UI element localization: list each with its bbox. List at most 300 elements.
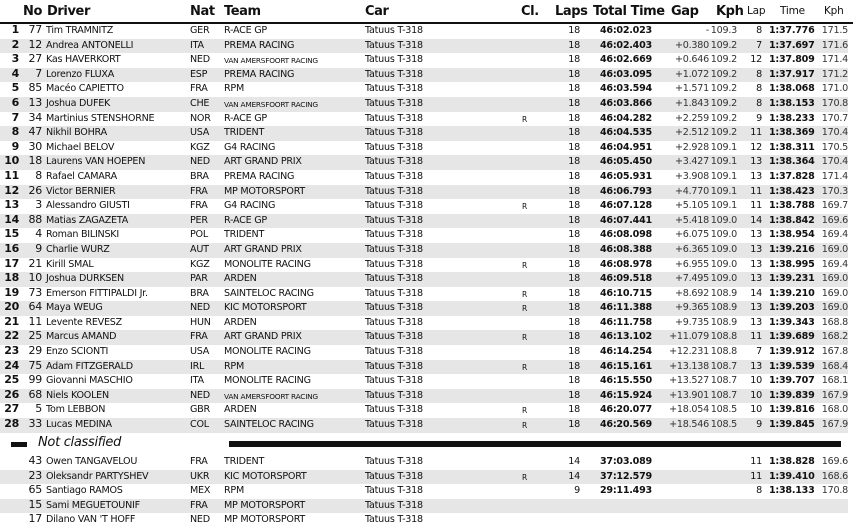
laps: 18 (568, 331, 580, 343)
best-lap-number: 14 (750, 287, 762, 299)
header-nat: Nat (190, 4, 215, 19)
total-time: 46:04.535 (600, 127, 652, 139)
nationality: ESP (190, 68, 208, 80)
table-row (0, 214, 848, 229)
header-driver: Driver (47, 4, 90, 19)
car-number: 75 (28, 358, 42, 372)
car-number: 85 (28, 81, 42, 95)
car-number: 47 (28, 125, 42, 139)
best-lap-number: 13 (750, 302, 762, 314)
team-name: MP MOTORSPORT (224, 514, 306, 526)
best-lap-number: 7 (756, 346, 762, 358)
nationality: KGZ (190, 141, 210, 153)
best-lap-kph: 168.2 (821, 331, 848, 343)
team-name: MP MOTORSPORT (224, 185, 306, 197)
car-number: 13 (28, 95, 42, 109)
nationality: NED (190, 156, 210, 168)
best-lap-number: 13 (750, 273, 762, 285)
team-name: ARDEN (224, 404, 257, 416)
driver-name: Andrea ANTONELLI (46, 39, 134, 51)
car-number: 43 (28, 454, 42, 467)
best-lap-time: 1:39.539 (769, 360, 815, 372)
laps: 18 (568, 54, 580, 66)
car-number: 21 (28, 256, 42, 270)
laps: 18 (568, 39, 580, 51)
table-row (0, 316, 848, 331)
not-classified-header (0, 434, 853, 454)
position: 1 (11, 23, 19, 36)
position: 27 (4, 402, 19, 416)
header-no: No (23, 4, 43, 19)
average-kph: 109.2 (710, 83, 737, 95)
total-time: 46:15.924 (600, 389, 652, 401)
total-time: 46:02.669 (600, 54, 652, 66)
table-row (0, 403, 848, 418)
nationality: GBR (190, 404, 210, 416)
driver-name: Lucas MEDINA (46, 419, 112, 431)
car-number: 17 (28, 512, 42, 526)
nationality: HUN (190, 316, 211, 328)
nationality: ITA (190, 39, 204, 51)
driver-name: Dilano VAN 'T HOFF (46, 514, 136, 526)
car-model: Tatuus T-318 (365, 375, 423, 387)
total-time: 46:11.388 (600, 302, 652, 314)
best-lap-time: 1:39.816 (769, 404, 815, 416)
classification-flag: R (522, 421, 527, 431)
position: 24 (4, 358, 19, 372)
car-number: 26 (28, 183, 42, 197)
total-time: 46:08.978 (600, 258, 652, 270)
driver-name: Alessandro GIUSTI (46, 200, 130, 212)
driver-name: Rafael CAMARA (46, 170, 117, 182)
nationality: NED (190, 302, 210, 314)
header-laps: Laps (555, 4, 588, 19)
best-lap-time: 1:38.423 (769, 185, 815, 197)
best-lap-kph: 169.6 (821, 456, 848, 467)
car-number: 11 (28, 314, 42, 328)
total-time: 46:02.403 (600, 39, 652, 51)
driver-name: Victor BERNIER (46, 185, 116, 197)
best-lap-kph: 167.9 (821, 389, 848, 401)
best-lap-kph: 169.4 (821, 258, 848, 270)
table-header (0, 0, 853, 24)
car-model: Tatuus T-318 (365, 485, 423, 497)
team-name: TRIDENT (224, 456, 265, 467)
team-name: PREMA RACING (224, 170, 295, 182)
position: 3 (11, 52, 19, 66)
gap: +1.843 (674, 97, 709, 109)
table-row (0, 155, 848, 170)
best-lap-number: 11 (750, 456, 762, 467)
position: 11 (4, 168, 19, 182)
gap: - (705, 25, 709, 36)
best-lap-time: 1:38.311 (769, 141, 815, 153)
best-lap-kph: 168.6 (821, 470, 848, 482)
nationality: NOR (190, 112, 211, 124)
car-model: Tatuus T-318 (365, 287, 423, 299)
average-kph: 108.7 (710, 375, 737, 387)
table-row (0, 112, 848, 127)
table-row (0, 484, 848, 499)
car-number: 68 (28, 387, 42, 401)
laps: 18 (568, 287, 580, 299)
gap: +13.901 (669, 389, 709, 401)
best-lap-time: 1:38.233 (769, 112, 815, 124)
best-lap-number: 13 (750, 170, 762, 182)
table-row (0, 39, 848, 54)
classification-flag: R (522, 304, 527, 314)
car-number: 33 (28, 417, 42, 431)
car-model: Tatuus T-318 (365, 170, 423, 182)
table-row (0, 389, 848, 404)
best-lap-kph: 171.5 (821, 25, 848, 36)
laps: 18 (568, 97, 580, 109)
nationality: PAR (190, 273, 208, 285)
best-lap-number: 8 (756, 68, 762, 80)
team-name: VAN AMERSFOORT RACING (224, 391, 318, 401)
average-kph: 109.2 (710, 97, 737, 109)
table-row (0, 243, 848, 258)
classification-flag: R (522, 362, 527, 372)
best-lap-number: 9 (756, 419, 762, 431)
header-best-kph: Kph (824, 5, 844, 17)
average-kph: 109.0 (710, 243, 737, 255)
driver-name: Joshua DUFEK (46, 97, 111, 109)
driver-name: Charlie WURZ (46, 243, 110, 255)
average-kph: 109.1 (710, 156, 737, 168)
nationality: FRA (190, 83, 208, 95)
table-row (0, 301, 848, 316)
header-cl: Cl. (521, 4, 539, 19)
position: 26 (4, 387, 19, 401)
classification-flag: R (522, 333, 527, 343)
car-number: 65 (28, 483, 42, 497)
header-best-time: Time (780, 5, 805, 17)
position: 9 (11, 139, 19, 153)
header-car: Car (365, 4, 389, 19)
total-time: 46:14.254 (600, 346, 652, 358)
driver-name: Giovanni MASCHIO (46, 375, 133, 387)
position: 18 (4, 271, 19, 285)
position: 7 (11, 110, 19, 124)
best-lap-kph: 170.4 (821, 127, 848, 139)
car-number: 25 (28, 329, 42, 343)
position: 19 (4, 285, 19, 299)
best-lap-number: 13 (750, 360, 762, 372)
team-name: TRIDENT (224, 127, 265, 139)
average-kph: 109.2 (710, 68, 737, 80)
best-lap-kph: 169.7 (821, 200, 848, 212)
car-model: Tatuus T-318 (365, 39, 423, 51)
best-lap-time: 1:38.133 (769, 485, 815, 497)
nationality: USA (190, 127, 210, 139)
total-time: 46:08.388 (600, 243, 652, 255)
best-lap-kph: 169.6 (821, 214, 848, 226)
best-lap-number: 8 (756, 25, 762, 36)
car-model: Tatuus T-318 (365, 127, 423, 139)
nationality: UKR (190, 470, 210, 482)
best-lap-kph: 169.0 (821, 273, 848, 285)
best-lap-time: 1:39.912 (769, 346, 815, 358)
nationality: PER (190, 214, 208, 226)
position: 28 (4, 417, 19, 431)
team-name: VAN AMERSFOORT RACING (224, 56, 318, 66)
average-kph: 109.2 (710, 127, 737, 139)
average-kph: 109.0 (710, 273, 737, 285)
total-time: 46:13.102 (600, 331, 652, 343)
position: 22 (4, 329, 19, 343)
total-time: 46:06.793 (600, 185, 652, 197)
header-total-time: Total Time (593, 4, 665, 19)
laps: 18 (568, 112, 580, 124)
best-lap-kph: 168.0 (821, 404, 848, 416)
laps: 18 (568, 170, 580, 182)
driver-name: Macéo CAPIETTO (46, 83, 124, 95)
best-lap-number: 10 (750, 375, 762, 387)
best-lap-number: 14 (750, 214, 762, 226)
team-name: ARDEN (224, 316, 257, 328)
driver-name: Adam FITZGERALD (46, 360, 133, 372)
section-bar-right (229, 441, 841, 447)
car-model: Tatuus T-318 (365, 243, 423, 255)
car-model: Tatuus T-318 (365, 316, 423, 328)
team-name: ARDEN (224, 273, 257, 285)
table-row (0, 170, 848, 185)
table-row (0, 272, 848, 287)
best-lap-kph: 171.4 (821, 170, 848, 182)
car-model: Tatuus T-318 (365, 404, 423, 416)
nationality: ITA (190, 375, 204, 387)
driver-name: Lorenzo FLUXA (46, 68, 115, 80)
nationality: USA (190, 346, 210, 358)
car-number: 7 (35, 66, 42, 80)
car-number: 4 (35, 227, 42, 241)
gap: +18.054 (669, 404, 709, 416)
total-time: 37:03.089 (600, 456, 652, 467)
car-model: Tatuus T-318 (365, 156, 423, 168)
driver-name: Matias ZAGAZETA (46, 214, 129, 226)
best-lap-kph: 170.5 (821, 141, 848, 153)
total-time: 46:03.866 (600, 97, 652, 109)
car-number: 9 (35, 241, 42, 255)
total-time: 46:05.931 (600, 170, 652, 182)
best-lap-time: 1:38.788 (769, 200, 815, 212)
nationality: NED (190, 54, 210, 66)
car-model: Tatuus T-318 (365, 258, 423, 270)
team-name: MONOLITE RACING (224, 346, 311, 358)
car-number: 34 (28, 110, 42, 124)
table-row (0, 287, 848, 302)
car-model: Tatuus T-318 (365, 54, 423, 66)
table-row (0, 97, 848, 112)
car-number: 5 (35, 402, 42, 416)
best-lap-number: 10 (750, 389, 762, 401)
best-lap-number: 9 (756, 112, 762, 124)
laps: 18 (568, 419, 580, 431)
position: 4 (11, 66, 19, 80)
driver-name: Niels KOOLEN (46, 389, 109, 401)
car-model: Tatuus T-318 (365, 331, 423, 343)
best-lap-number: 13 (750, 258, 762, 270)
driver-name: Enzo SCIONTI (46, 346, 109, 358)
gap: +3.427 (674, 156, 709, 168)
position: 20 (4, 300, 19, 314)
classification-flag: R (522, 289, 527, 299)
table-row (0, 141, 848, 156)
best-lap-time: 1:38.828 (769, 456, 815, 467)
average-kph: 108.8 (710, 331, 737, 343)
team-name: R-ACE GP (224, 214, 267, 226)
position: 12 (4, 183, 19, 197)
gap: +2.259 (674, 112, 709, 124)
car-number: 77 (28, 23, 42, 36)
best-lap-number: 12 (750, 141, 762, 153)
car-model: Tatuus T-318 (365, 141, 423, 153)
car-model: Tatuus T-318 (365, 200, 423, 212)
laps: 18 (568, 389, 580, 401)
best-lap-time: 1:38.954 (769, 229, 815, 241)
best-lap-time: 1:37.917 (769, 68, 815, 80)
laps: 18 (568, 360, 580, 372)
car-model: Tatuus T-318 (365, 499, 423, 511)
gap: +5.418 (674, 214, 709, 226)
average-kph: 109.0 (710, 258, 737, 270)
car-model: Tatuus T-318 (365, 68, 423, 80)
table-row (0, 258, 848, 273)
classified-results-table (0, 24, 853, 433)
best-lap-kph: 169.4 (821, 229, 848, 241)
car-model: Tatuus T-318 (365, 25, 423, 36)
gap: +0.380 (674, 39, 709, 51)
team-name: MONOLITE RACING (224, 258, 311, 270)
car-number: 23 (28, 468, 42, 482)
car-model: Tatuus T-318 (365, 456, 423, 467)
best-lap-time: 1:38.364 (769, 156, 815, 168)
car-number: 27 (28, 52, 42, 66)
position: 10 (4, 154, 19, 168)
best-lap-kph: 169.0 (821, 287, 848, 299)
car-model: Tatuus T-318 (365, 419, 423, 431)
driver-name: Tim TRAMNITZ (46, 25, 114, 36)
driver-name: Santiago RAMOS (46, 485, 123, 497)
table-row (0, 374, 848, 389)
position: 6 (11, 95, 19, 109)
average-kph: 108.5 (710, 419, 737, 431)
table-row (0, 418, 848, 433)
driver-name: Maya WEUG (46, 302, 103, 314)
average-kph: 108.8 (710, 346, 737, 358)
laps: 18 (568, 273, 580, 285)
laps: 18 (568, 156, 580, 168)
team-name: KIC MOTORSPORT (224, 302, 307, 314)
best-lap-time: 1:39.839 (769, 389, 815, 401)
best-lap-kph: 170.8 (821, 485, 848, 497)
laps: 18 (568, 258, 580, 270)
total-time: 46:07.441 (600, 214, 652, 226)
nationality: BRA (190, 170, 209, 182)
average-kph: 108.9 (710, 302, 737, 314)
laps: 18 (568, 83, 580, 95)
classification-flag: R (522, 114, 527, 124)
table-row (0, 53, 848, 68)
best-lap-kph: 170.4 (821, 156, 848, 168)
table-row (0, 513, 848, 528)
best-lap-number: 8 (756, 97, 762, 109)
header-best-lap: Lap (747, 5, 766, 17)
car-number: 88 (28, 212, 42, 226)
best-lap-time: 1:39.210 (769, 287, 815, 299)
car-model: Tatuus T-318 (365, 83, 423, 95)
team-name: G4 RACING (224, 141, 276, 153)
best-lap-time: 1:37.828 (769, 170, 815, 182)
car-model: Tatuus T-318 (365, 112, 423, 124)
car-model: Tatuus T-318 (365, 514, 423, 526)
team-name: G4 RACING (224, 200, 276, 212)
average-kph: 108.5 (710, 404, 737, 416)
classification-flag: R (522, 202, 527, 212)
gap: +6.955 (674, 258, 709, 270)
team-name: RPM (224, 485, 244, 497)
total-time: 46:11.758 (600, 316, 652, 328)
laps: 18 (568, 200, 580, 212)
total-time: 46:03.594 (600, 83, 652, 95)
best-lap-time: 1:39.689 (769, 331, 815, 343)
position: 25 (4, 373, 19, 387)
best-lap-number: 13 (750, 229, 762, 241)
laps: 18 (568, 243, 580, 255)
table-row (0, 330, 848, 345)
best-lap-number: 11 (750, 200, 762, 212)
driver-name: Owen TANGAVELOU (46, 456, 138, 467)
best-lap-time: 1:38.153 (769, 97, 815, 109)
best-lap-time: 1:39.845 (769, 419, 815, 431)
best-lap-kph: 171.4 (821, 54, 848, 66)
team-name: ART GRAND PRIX (224, 156, 302, 168)
nationality: FRA (190, 200, 208, 212)
total-time: 46:09.518 (600, 273, 652, 285)
best-lap-number: 13 (750, 316, 762, 328)
table-row (0, 199, 848, 214)
best-lap-time: 1:38.842 (769, 214, 815, 226)
best-lap-number: 7 (756, 39, 762, 51)
car-number: 3 (35, 198, 42, 212)
laps: 9 (574, 485, 580, 497)
classification-flag: R (522, 472, 527, 482)
table-row (0, 228, 848, 243)
nationality: POL (190, 229, 208, 241)
car-number: 73 (28, 285, 42, 299)
gap: +0.646 (674, 54, 709, 66)
best-lap-kph: 170.8 (821, 97, 848, 109)
total-time: 46:04.282 (600, 112, 652, 124)
car-number: 12 (28, 37, 42, 51)
team-name: SAINTELOC RACING (224, 419, 314, 431)
team-name: TRIDENT (224, 229, 265, 241)
laps: 18 (568, 302, 580, 314)
best-lap-kph: 171.6 (821, 39, 848, 51)
best-lap-kph: 169.0 (821, 243, 848, 255)
gap: +5.105 (674, 200, 709, 212)
nationality: FRA (190, 456, 208, 467)
laps: 18 (568, 68, 580, 80)
nationality: MEX (190, 485, 211, 497)
driver-name: Marcus AMAND (46, 331, 117, 343)
table-row (0, 24, 848, 39)
car-number: 99 (28, 373, 42, 387)
laps: 14 (568, 470, 580, 482)
total-time: 46:20.077 (600, 404, 652, 416)
nationality: BRA (190, 287, 209, 299)
